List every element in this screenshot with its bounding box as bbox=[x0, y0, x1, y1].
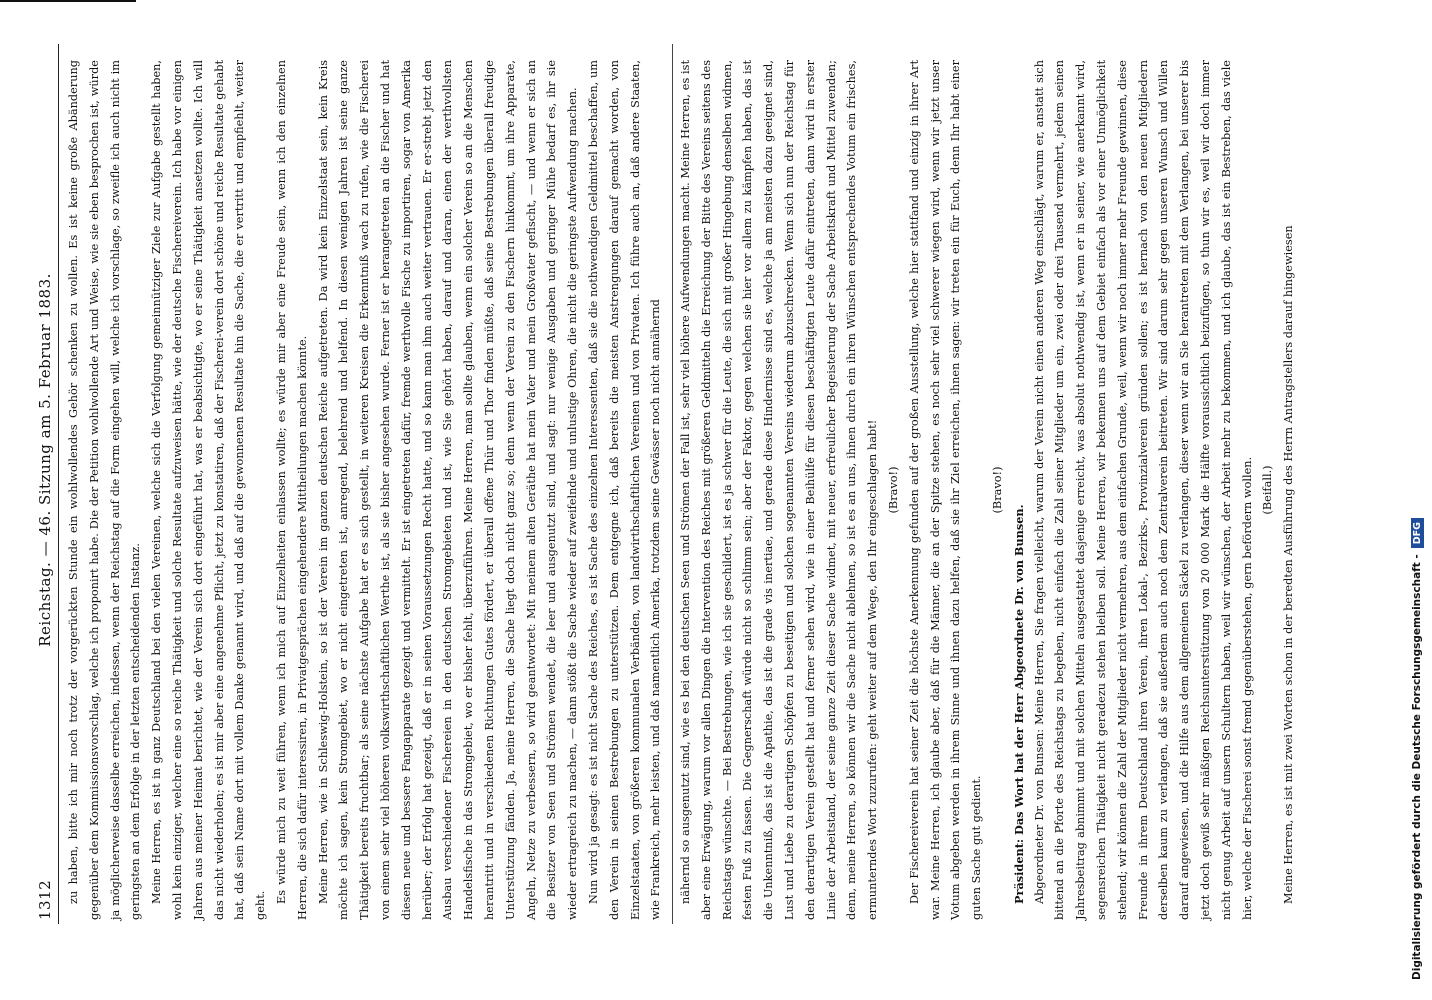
paragraph: Es würde mich zu weit führen, wenn ich mich auf Einzelheiten einlassen wollte; es würde mir aber eine Freude sein, wenn ich den einzelnen Herren, die sich dafür interessiren, in Privatgesprächen eingehendere Mittheilungen machen könnte. bbox=[274, 60, 309, 920]
credit-text: Digitalisierung gefördert durch die Deutsche Forschungsgemeinschaft - bbox=[1411, 554, 1423, 980]
page-number: 1312 bbox=[36, 879, 54, 920]
interjection: (Beifall.) bbox=[1261, 465, 1275, 515]
paragraph: Nun wird ja gesagt: es ist nicht Sache des Reiches, es ist Sache des einzelnen Interessenten, daß sie die nothwendigen Geldmittel beschaffen, um den Verein in seinen Bestrebungen zu unterstützen. Dem entgegne ich, daß bereits die meisten Anstrengungen darauf gemacht worden, von Einzelstaaten, von größeren kommunalen Verbänden, von landwirthschaftlichen Vereinen und von Privaten. Ich führe auch an, daß andere Staaten, wie Frankreich, mehr leisten, und daß namentlich Amerika, trotzdem seine Gewässer noch nicht annähernd bbox=[586, 60, 663, 920]
paragraph: Der Fischereiverein hat seiner Zeit die höchste Anerkennung gefunden auf der großen Ausstellung, welche hier stattfand und einzig in ihrer Art war. Meine Herren, ich glaube aber, daß für die Männer, die an der Spitze stehen, es noch sehr viel schwerer wiegen wird, wenn wir jetzt unser Votum abgeben werden in ihrem Sinne und ihnen dazu helfen, daß sie ihr Ziel erreichen, ihnen sagen: wir treten ein für Euch, denn Ihr habt einer guten Sache gut gedient. bbox=[907, 60, 984, 920]
page-header bbox=[30, 40, 60, 920]
right-column bbox=[676, 60, 1306, 920]
paragraph: Meine Herren, es ist mit zwei Worten schon in der beredten Ausführung des Herrn Antragstellers darauf hingewiesen bbox=[1282, 225, 1296, 904]
header-rule bbox=[58, 44, 59, 924]
paragraph: nähernd so ausgenutzt sind, wie es bei den deutschen Seen und Strömen der Fall ist, sehr viel höhere Aufwendungen macht. Meine Herren, es ist aber eine Erwägung, warum vor allen Dingen die Intervention des Reiches mit größeren Geldmitteln die Erreichung der Bitte des Vereins seitens des Reichstags wünschte. — Bei Bestrebungen, wie ich sie geschildert, ist es ja schwer für die Leute, die sich mit großer Hingebung denselben widmen, festen Fuß zu fassen. Die Gegnerschaft würde nicht so schlimm sein; aber der Faktor, gegen welchen sie hier vor allem zu kämpfen haben, das ist die Unkenntniß, das ist die Apathie, das ist die grade vis inertiae, und gerade diese Hindernisse sind es, welche ja am meisten dazu geeignet sind, Lust und Liebe zu derartigen Schöpfen zu beseitigen und solchen sogenannten Vereins wiederum abzuschrecken. Wenn sich nun der Reichstag für den derartigen Verein gestellt hat und ferner sehen wird, wie in einer Beihülfe für diesen beschäftigten Leute dafür eintreten, dann wird in erster Linie der Arbeitstand, der seine ganze Zeit dieser Sache widmet, mit neuer, erfreulicher Begeisterung der Sache Arbeitskraft und Mittel zuwenden; denn, meine Herren, so können wir die Sache nicht ablehnen, so ist es an uns, ihnen durch ein ihren Wünschen entsprechendes Votum ein frisches, ermunterndes Wort zuzurufen: geht weiter auf dem Wege, den Ihr eingeschlagen habt! bbox=[679, 60, 880, 920]
page-title: Reichstag. — 46. Sitzung am 5. Februar 1883. bbox=[36, 273, 54, 647]
paragraph: Abgeordneter Dr. von Bunsen: Meine Herren, Sie fragen vielleicht, warum der Verein nicht einen anderen Weg einschlägt, warum er, anstatt sich bittend an die Pforte des Reichstags zu begeben, nicht einfach die Zahl seiner Mitglieder um ein, zwei oder drei Tausend vermehrt, jedem seinen Jahresbeitrag abnimmt und mit solchen Mitteln ausgestattet dasjenige erreicht, was absolut nothwendig ist, wenn er in seiner, wie anerkannt wird, segensreichen Thätigkeit nicht geradezu stehen bleiben soll. Meine Herren, wir bekennen uns auf dem Gebiet einfach als vor einer Unmöglichkeit stehend; wir können die Zahl der Mitglieder nicht vermehren, aus dem einfachen Grunde, weil, wenn wir noch immer mehr Freunde gewinnen, diese Freunde in ihrem Deutschland ihren Verein, ihren Lokal-, Bezirks-, Provinzialverein gründen sollen; es ist hernach von den neuen Mitgliedern derselben kaum zu verlangen, daß sie außerdem auch noch dem Zentralverein beitreten. Wir sind darum sehr gegen unseren Wunsch und Willen darauf angewiesen, und die Hilfe aus dem allgemeinen Säckel zu verlangen, dieser wenn wir an Sie herantreten mit dem Verlangen, bei unserer bis jetzt doch gewiß sehr mäßigen Reichsunterstützung von 20 000 Mark die Hälfte voraussichtlich beizufügen, so thun wir es, weil wir doch immer nicht genug Arbeit auf unsern Schultern haben, weil wir wünschen, der Arbeit mehr zu bekommen, und ich glaube, das ist ein Bestreben, das viele hier, welche der Fischerei sonst fremd gegenüberstehen, gern befördern wollen. bbox=[1032, 60, 1254, 920]
paragraph: Meine Herren, wie in Schleswig-Holstein, so ist der Verein im ganzen deutschen Reiche aufgetreten. Da wird kein Einzelstaat sein, kein Kreis möchte ich sagen, kein Stromgebiet, wo er nicht eingetreten ist, anregend, belehrend und helfend. In diesen wenigen Jahren ist seine ganze Thätigkeit bereits fruchtbar; als seine nächste Aufgabe hat er es sich gestellt, in weiteren Kreisen die Erkenntniß wach zu rufen, wie die Fischerei von einem sehr viel höheren volkswirthschaftlichen Werthe ist, als sie bisher angesehen wurde. Ferner ist er herangetreten an die Fischer und hat diesen neue und bessere Fangapparate gezeigt und vermittelt. Er ist eingetreten dafür, fremde werthvolle Fische zu importiren, sogar von Amerika herüber; der Erfolg hat gezeigt, daß er in seinen Voraussetzungen Recht hatte, und so kann man ihm auch weiter vertrauen. Er er-strebt jetzt den Ausbau verschiedener Fischereien in den deutschen Stromgebieten und ist, wie Sie gehört haben, darauf und daran, einen der werthvollsten Handelsfische in das Stromgebiet, wo er bisher fehlt, überzuführen. Meine Herren, man sollte glauben, wenn ein solcher Verein so an die Menschen herantritt und in verschiedenen Richtungen Gutes fördert, er überall offene Thür und Thor finden müßte, daß seine Bestrebungen überall freudige Unterstützung fänden. Ja, meine Herren, die Sache liegt doch nicht ganz so; denn wenn der Verein zu den Fischern hinkommt, um ihre Apparate, Angeln, Netze zu verbessern, so wird geantwortet: Mit meinem alten Geräthe hat mein Vater und mein Großvater gefischt, — und wenn er sich an die Besitzer von Seen und Strömen wendet, die leer und ausgenutzt sind, und sagt: nur wenige Ausgaben und geringer Mühe bedarf es, ihr sie wieder ertragreich zu machen, — dann stößt die Sache wieder auf zweifelnde und unlustige Ohren, die nicht die geringste Aufwendung machen. bbox=[316, 60, 580, 920]
dfg-badge: DFG bbox=[1411, 518, 1424, 548]
digitization-credit bbox=[1406, 30, 1428, 980]
interjection: (Bravo!) bbox=[990, 466, 1004, 514]
column-divider bbox=[672, 44, 673, 924]
speaker-intro: Präsident: Das Wort hat der Herr Abgeordnete Dr. von Bunsen. bbox=[1011, 504, 1026, 904]
left-column bbox=[64, 60, 664, 920]
interjection: (Bravo!) bbox=[886, 466, 900, 514]
paragraph: zu haben, bitte ich mir noch trotz der vorgerückten Stunde ein wohlwollendes Gehör schenken zu wollen. Es ist keine große Abänderung gegenüber dem Kommissionsvorschlag, welche ich proponirt habe. Die der Petition wohlwollende Art und Weise, wie sie eben besprochen ist, würde ja möglicherweise dasselbe erreichen, indessen, wenn der Reichstag auf die Form eingehen will, welche ich vorschlage, so zweifle ich auch nicht im geringsten an dem Erfolge in der letzten entscheidenden Instanz. bbox=[67, 60, 143, 920]
paragraph: Meine Herren, es ist in ganz Deutschland bei den vielen Vereinen, welche sich die Verfolgung gemeinnütziger Ziele zur Aufgabe gestellt haben, wohl kein einziger, welcher eine so reiche Thätigkeit und solche Resultate aufzuweisen hätte, wie der deutsche Fischereiverein. Ich habe vor einigen Jahren aus meiner Heimat berichtet, wie der Verein sich dort eingeführt hat, was er beabsichtigte, wo er seine Thätigkeit ansetzen wollte. Ich will das nicht wiederholen; es ist mir aber eine angenehme Pflicht, jetzt zu konstatiren, daß der Fischerei-verein dort schöne und reiche Resultate gehabt hat, daß sein Name dort mit vollem Danke genannt wird, und daß auf die gewonnenen Resultate hin die Sache, die er vertritt und empfiehlt, weiter geht. bbox=[150, 60, 268, 920]
top-rule bbox=[0, 0, 136, 2]
